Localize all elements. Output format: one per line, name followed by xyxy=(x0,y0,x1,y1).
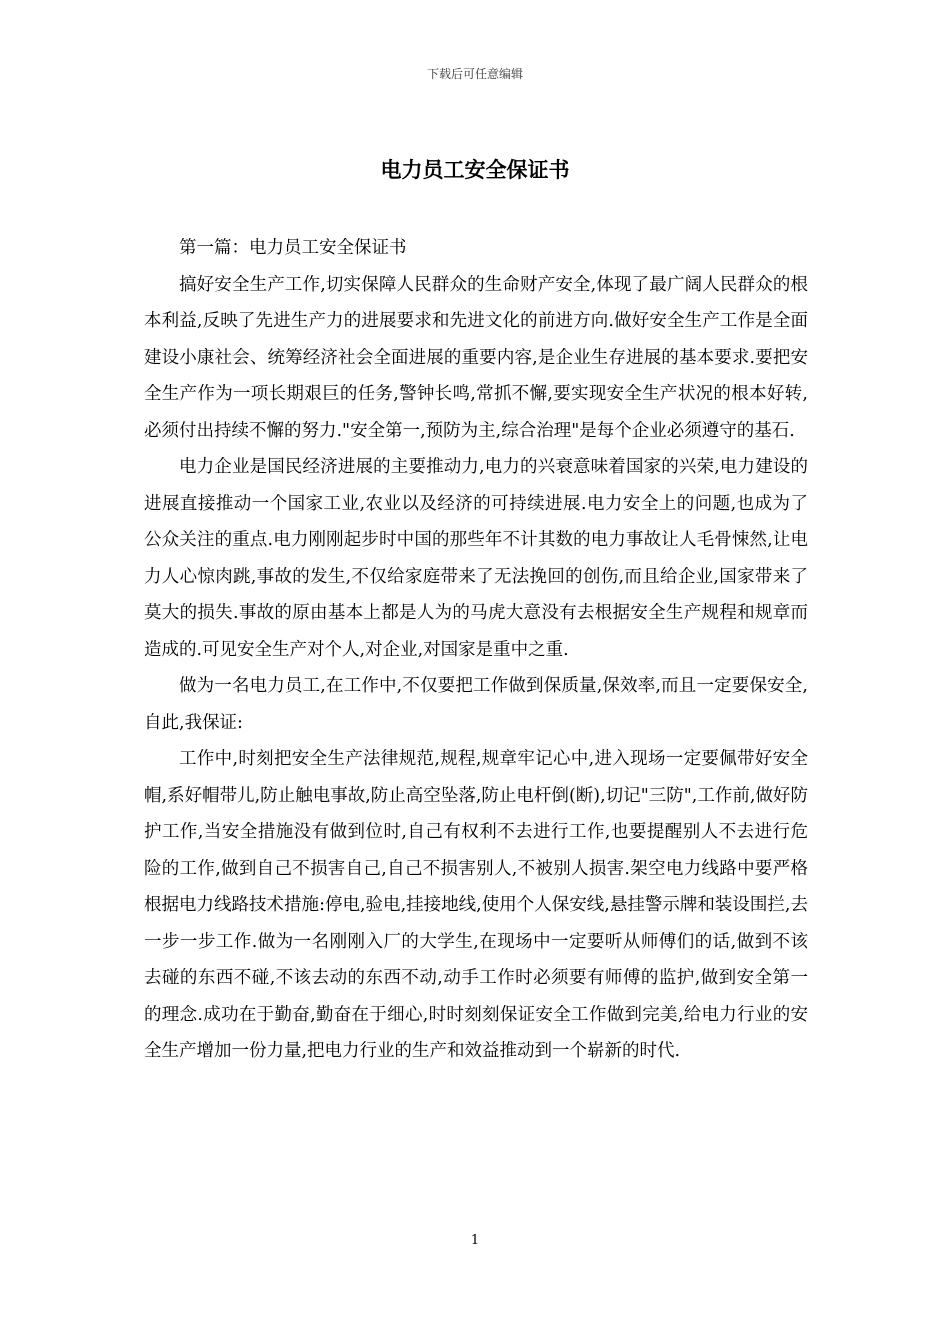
document-title: 电力员工安全保证书 xyxy=(380,158,570,182)
paragraph: 搞好安全生产工作,切实保障人民群众的生命财产安全,体现了最广阔人民群众的根本利益,反映了先进生产力的进展要求和先进文化的前进方向.做好安全生产工作是全面建设小康社会、统筹经济社会全面进展的重要内容,是企业生存进展的基本要求.要把安全生产作为一项长期艰巨的任务,警钟长鸣,常抓不懈,要实现安全生产状况的根本好转,必须付出持续不懈的努力."安全第一,预防为主,综合治理"是每个企业必须遵守的基石. xyxy=(144,274,808,441)
document-body xyxy=(144,230,808,1070)
section-heading: 第一篇：电力员工安全保证书 xyxy=(179,238,407,258)
paragraph: 电力企业是国民经济进展的主要推动力,电力的兴衰意味着国家的兴荣,电力建设的进展直接推动一个国家工业,农业以及经济的可持续进展.电力安全上的问题,也成为了公众关注的重点.电力刚刚起步时中国的那些年不计其数的电力事故让人毛骨悚然,让电力人心惊肉跳,事故的发生,不仅给家庭带来了无法挽回的创伤,而且给企业,国家带来了莫大的损失.事故的原由基本上都是人为的马虎大意没有去根据安全生产规程和规章而造成的.可见安全生产对个人,对企业,对国家是重中之重. xyxy=(144,457,808,660)
page-number: 1 xyxy=(470,1233,480,1248)
paragraph: 做为一名电力员工,在工作中,不仅要把工作做到保质量,保效率,而且一定要保安全,自此,我保证: xyxy=(144,676,808,733)
header-note: 下载后可任意编辑 xyxy=(426,67,523,81)
paragraph: 工作中,时刻把安全生产法律规范,规程,规章牢记心中,进入现场一定要佩带好安全帽,系好帽带儿,防止触电事故,防止高空坠落,防止电杆倒(断),切记"三防",工作前,做好防护工作,当安全措施没有做到位时,自己有权利不去进行工作,也要提醒别人不去进行危险的工作,做到自己不损害自己,自己不损害别人,不被别人损害.架空电力线路中要严格根据电力线路技术措施:停电,验电,挂接地线,使用个人保安线,悬挂警示牌和装设围拦,去一步一步工作.做为一名刚刚入厂的大学生,在现场中一定要听从师傅们的话,做到不该去碰的东西不碰,不该去动的东西不动,动手工作时必须要有师傅的监护,做到安全第一的理念.成功在于勤奋,勤奋在于细心,时时刻刻保证安全工作做到完美,给电力行业的安全生产增加一份力量,把电力行业的生产和效益推动到一个崭新的时代. xyxy=(144,749,808,1061)
